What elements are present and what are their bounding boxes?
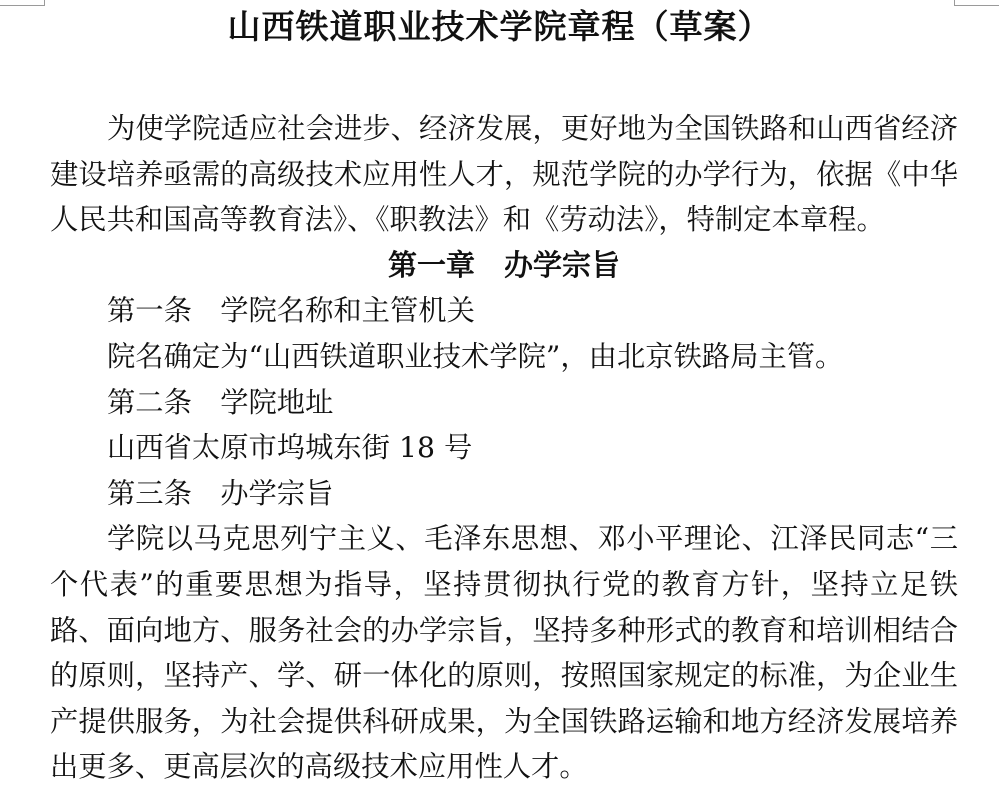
article-2-text: 山西省太原市坞城东街 18 号 [107,431,473,465]
document-title: 山西铁道职业技术学院章程（草案） [227,7,772,46]
article-1-text: 院名确定为“山西铁道职业技术学院”，由北京铁路局主管。 [107,339,844,373]
article-1-heading: 第一条 学院名称和主管机关 [107,294,475,328]
chapter-heading: 第一章 办学宗旨 [387,247,620,282]
article-3-heading: 第三条 办学宗旨 [107,476,334,510]
document-body [50,106,958,790]
preamble-paragraph: 为使学院适应社会进步、经济发展，更好地为全国铁路和山西省经济建设培养亟需的高级技术应用性人才，规范学院的办学行为，依据《中华人民共和国高等教育法》、《职教法》和《劳动法》，特制定本章程。 [50,112,958,237]
article-3-text: 学院以马克思列宁主义、毛泽东思想、邓小平理论、江泽民同志“三个代表”的重要思想为指导，坚持贯彻执行党的教育方针，坚持立足铁路、面向地方、服务社会的办学宗旨，坚持多种形式的教育和培训相结合的原则，坚持产、学、研一体化的原则，按照国家规定的标准，为企业生产提供服务，为社会提供科研成果，为全国铁路运输和地方经济发展培养出更多、更高层次的高级技术应用性人才。 [50,522,958,784]
article-2-heading: 第二条 学院地址 [107,385,334,419]
